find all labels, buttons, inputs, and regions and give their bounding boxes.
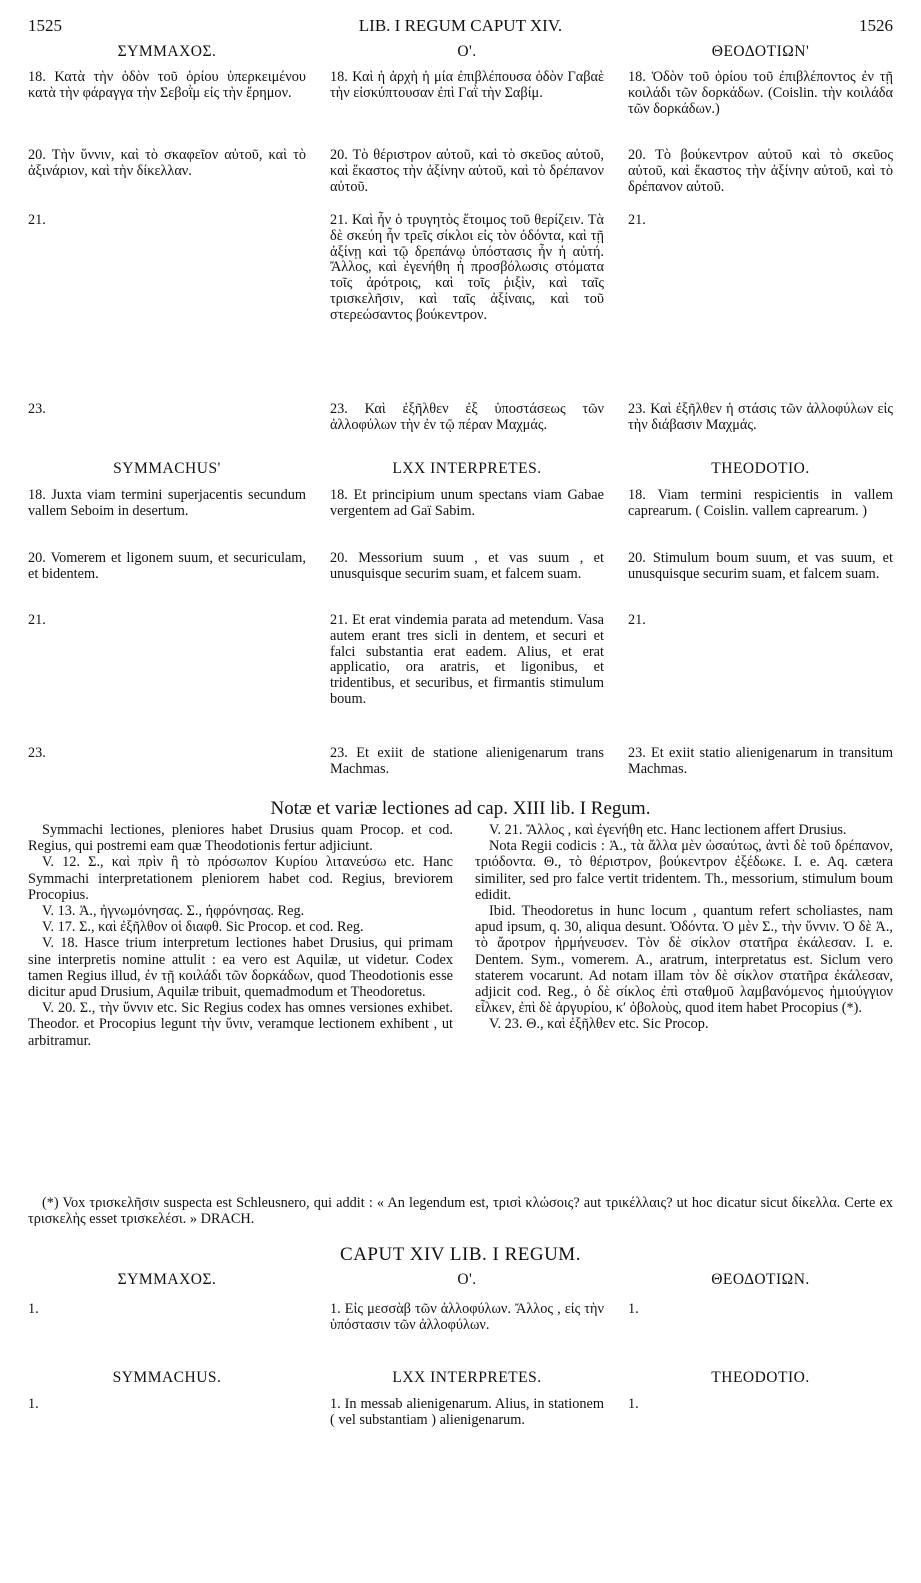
greek-verse-20 [28, 148, 893, 195]
latin-column-heads [28, 461, 893, 477]
head-lxx-latin: LXX INTERPRETES. [392, 1369, 542, 1386]
latin-verse-20 [28, 551, 893, 583]
note-paragraph: V. 18. Hasce trium interpretum lectiones habet Drusius, qui primam sine interpretis nomine attulit : ea vero est Aquilæ, ut videtur. Codex tamen Regius illud, ἐν τῇ κοιλάδι τῶν δορκάδων, quod Theodotionis esse dicitur apud Drusium, Aquilæ tribuit, quemadmodum et Theodoretus. [28, 935, 453, 1001]
note-paragraph: V. 23. Θ., καὶ ἐξῆλθεν etc. Sic Procop. [489, 1016, 709, 1033]
caput-latin-heads [28, 1370, 893, 1386]
notes-body [28, 822, 893, 1049]
verse-text: 21. [628, 612, 646, 628]
note-paragraph: Ibid. Theodoretus in hunc locum , quantum refert scholiastes, nam apud ipsum, q. 30, aliqua desunt. Ὀδόντα. Ὁ μὲν Σ., τὴν ὕννιν. Ὁ δὲ Ἀ., τὸ ἄροτρον ἡρμήνευσεν. Τὸν δὲ σίκλον στατῆρα ἐκάλεσαν. I. e. Dentem. Sym., vomerem. A., aratrum, interpretatus est. Siclum vero staterem vocarunt. Ad notam illam τὸν δὲ σίκλον στατῆρα ἐκάλεσαν, adjicit cod. Reg., ὁ δὲ σίκλος ἐπὶ σταθμοῦ λαμβανόμενος ἡμιούγγιον εἷλκεν, ἐπὶ δὲ ἀργυρίου, κʹ ὀβολοὺς, quod item habet Procopius (*). [475, 903, 893, 1017]
verse-text: 20. Τὸ βούκεντρον αὐτοῦ καὶ τὸ σκεῦος αὐτοῦ, καὶ ἕκαστος τὴν ἀξίνην αὐτοῦ, καὶ τὸ δρέπανον αὐτοῦ. [628, 147, 893, 195]
verse-text: 18. Ὁδὸν τοῦ ὁρίου τοῦ ἐπιβλέποντος ἐν τῇ κοιλάδι τῶν δορκάδων. (Coislin. τὴν κοιλάδα τῶν δορκάδων.) [628, 69, 893, 117]
notes-right-column [475, 822, 893, 1049]
head-lxx-latin: LXX INTERPRETES. [392, 460, 542, 477]
caput-title: CAPUT XIV LIB. I REGUM. [340, 1244, 581, 1265]
latin-verse-18 [28, 488, 893, 520]
note-paragraph: Nota Regii codicis : Ἀ., τὰ ἄλλα μὲν ὡσαύτως, ἀντὶ δὲ τοῦ δρέπανον, τριόδοντα. Θ., τὸ θέριστρον, βούκεντρον ἐξέδωκε. I. e. Aq. cætera similiter, sed pro falce vertit tridentem. Th., messorium, stimulum boum edidit. [475, 838, 893, 903]
verse-text: 18. Καὶ ἡ ἀρχὴ ἡ μία ἐπιβλέπουσα ὁδὸν Γαβαὲ τὴν εἰσκύπτουσαν ἐπὶ Γαῒ τὴν Σαβίμ. [330, 69, 604, 101]
head-lxx-greek: Ο'. [457, 43, 477, 60]
note-paragraph: V. 21. Ἄλλος , καὶ ἐγενήθη etc. Hanc lectionem affert Drusius. [489, 822, 847, 838]
greek-verse-18 [28, 70, 893, 117]
verse-text: 20. Vomerem et ligonem suum, et securiculam, et bidentem. [28, 550, 306, 582]
verse-text: 21. [28, 612, 46, 628]
head-symmachus-latin: SYMMACHUS. [112, 1369, 222, 1386]
verse-text: 23. [28, 745, 46, 761]
verse-text: 23. Et exiit statio alienigenarum in transitum Machmas. [628, 745, 893, 777]
head-theodotion-latin: THEODOTIO. [711, 1369, 810, 1386]
head-theodotion-greek: ΘΕΟΔΟΤΙΩΝ' [711, 43, 810, 60]
right-page-number: 1526 [859, 16, 893, 35]
head-symmachus-greek: ΣΥΜΜΑΧΟΣ. [117, 1271, 217, 1288]
caput-latin-verse-1 [28, 1397, 893, 1429]
note-paragraph: V. 20. Σ., τὴν ὕννιν etc. Sic Regius codex has omnes versiones exhibet. Theodor. et Procopius legunt τὴν ὕνιν, veramque lectionem exhibent , ut arbitramur. [28, 1000, 453, 1049]
note-paragraph: Symmachi lectiones, pleniores habet Drusius quam Procop. et cod. Regius, qui postremi eam quæ Theodotionis fertur adjiciunt. [28, 822, 453, 855]
head-lxx-greek: Ο'. [457, 1271, 477, 1288]
head-theodotion-greek: ΘΕΟΔΟΤΙΩΝ. [711, 1271, 810, 1288]
verse-text: 1. In messab alienigenarum. Alius, in stationem ( vel substantiam ) alienigenarum. [330, 1396, 604, 1428]
greek-column-heads [28, 44, 893, 60]
verse-text: 1. [28, 1396, 39, 1412]
note-paragraph: V. 12. Σ., καὶ πρὶν ἢ τὸ πρόσωπον Κυρίου λιτανεύσω etc. Hanc Symmachi interpretationem pleniorem habet cod. Regius, breviorem Procopius. [28, 854, 453, 903]
verse-text: 21. Et erat vindemia parata ad metendum. Vasa autem erant tres sicli in dentem, et securi et falci substantia erat eadem. Alius, et erat applicatio, ora aratris, et ligonibus, et tridentibus, et securibus, et firmantis stimulum boum. [330, 612, 604, 707]
greek-verse-21 [28, 213, 893, 324]
caput-greek-heads [28, 1272, 893, 1288]
greek-verse-23 [28, 402, 893, 434]
notes-title: Notæ et variæ lectiones ad cap. XIII lib. I Regum. [270, 798, 651, 819]
verse-text: 23. Καὶ ἐξῆλθεν ἡ στάσις τῶν ἀλλοφύλων εἰς τὴν διάβασιν Μαχμάς. [628, 401, 893, 433]
verse-text: 20. Τὸ θέριστρον αὐτοῦ, καὶ τὸ σκεῦος αὐτοῦ, καὶ ἕκαστος τὴν ἀξίνην αὐτοῦ, καὶ τὸ δρέπανον αὐτοῦ. [330, 147, 604, 195]
verse-text: 23. Et exiit de statione alienigenarum trans Machmas. [330, 745, 604, 777]
verse-text: 1. Εἰς μεσσὰβ τῶν ἀλλοφύλων. Ἄλλος , εἰς τὴν ὑπόστασιν τῶν ἀλλοφύλων. [330, 1301, 604, 1333]
caput-greek-verse-1 [28, 1302, 893, 1334]
verse-text: 1. [628, 1301, 639, 1317]
running-title: LIB. I REGUM CAPUT XIV. [358, 16, 563, 35]
verse-text: 21. Καὶ ἦν ὁ τρυγητὸς ἕτοιμος τοῦ θερίζειν. Τὰ δὲ σκεύη ἦν τρεῖς σίκλοι εἰς τὸν ὀδόντα, καὶ τῇ ἀξίνῃ καὶ τῷ δρεπάνῳ ὑπόστασις ἦν ἡ αὐτή. Ἄλλος, καὶ ἐγενήθη ἡ προσβόλωσις στόματα τοῖς ἀρότροις, καὶ τοῖς ῥιξὶν, καὶ ταῖς τρισκελῆσιν, καὶ ταῖς ἀξίναις, καὶ τοῦ στερεώσαντος βούκεντρον. [330, 212, 604, 323]
head-symmachus-greek: ΣΥΜΜΑΧΟΣ. [117, 43, 217, 60]
verse-text: 20. Τὴν ὕννιν, καὶ τὸ σκαφεῖον αὐτοῦ, καὶ τὸ ἀξινάριον, καὶ τὴν δίκελλαν. [28, 147, 306, 179]
verse-text: 20. Stimulum boum suum, et vas suum, et unusquisque securim suam, et falcem suam. [628, 550, 893, 582]
verse-text: 18. Et principium unum spectans viam Gabae vergentem ad Gaï Sabim. [330, 487, 604, 519]
footnote: (*) Vox τρισκελῆσιν suspecta est Schleusnero, qui addit : « An legendum est, τρισὶ κλώσοις? aut τρικέλλαις? ut hoc dicatur sicut δίκελλα. Certe ex τρισκελὴς esset τρισκελέσι. » DRACH. [28, 1195, 893, 1228]
verse-text: 1. [628, 1396, 639, 1412]
note-paragraph: V. 17. Σ., καὶ ἐξῆλθον οἱ διαφθ. Sic Procop. et cod. Reg. [42, 919, 364, 936]
head-symmachus-latin: SYMMACHUS' [113, 460, 221, 477]
verse-text: 18. Κατὰ τὴν ὁδὸν τοῦ ὁρίου ὑπερκειμένου κατὰ τὴν φάραγγα τὴν Σεβοῒμ εἰς τὴν ἔρημον. [28, 69, 306, 101]
latin-verse-21 [28, 613, 893, 708]
verse-text: 20. Messorium suum , et vas suum , et unusquisque securim suam, et falcem suam. [330, 550, 604, 582]
verse-text: 18. Viam termini respicientis in vallem caprearum. ( Coislin. vallem caprearum. ) [628, 487, 893, 519]
running-header [28, 16, 893, 40]
verse-text: 23. [28, 401, 46, 417]
left-page-number: 1525 [28, 16, 62, 35]
note-paragraph: V. 13. Ἀ., ἠγνωμόνησας. Σ., ἠφρόνησας. Reg. [42, 903, 305, 920]
notes-left-column [28, 822, 453, 1049]
verse-text: 21. [628, 212, 646, 228]
head-theodotion-latin: THEODOTIO. [711, 460, 810, 477]
latin-verse-23 [28, 746, 893, 778]
verse-text: 21. [28, 212, 46, 228]
verse-text: 1. [28, 1301, 39, 1317]
verse-text: 18. Juxta viam termini superjacentis secundum vallem Seboim in desertum. [28, 487, 306, 519]
verse-text: 23. Καὶ ἐξῆλθεν ἐξ ὑποστάσεως τῶν ἀλλοφύλων τὴν ἐν τῷ πέραν Μαχμάς. [330, 401, 604, 433]
